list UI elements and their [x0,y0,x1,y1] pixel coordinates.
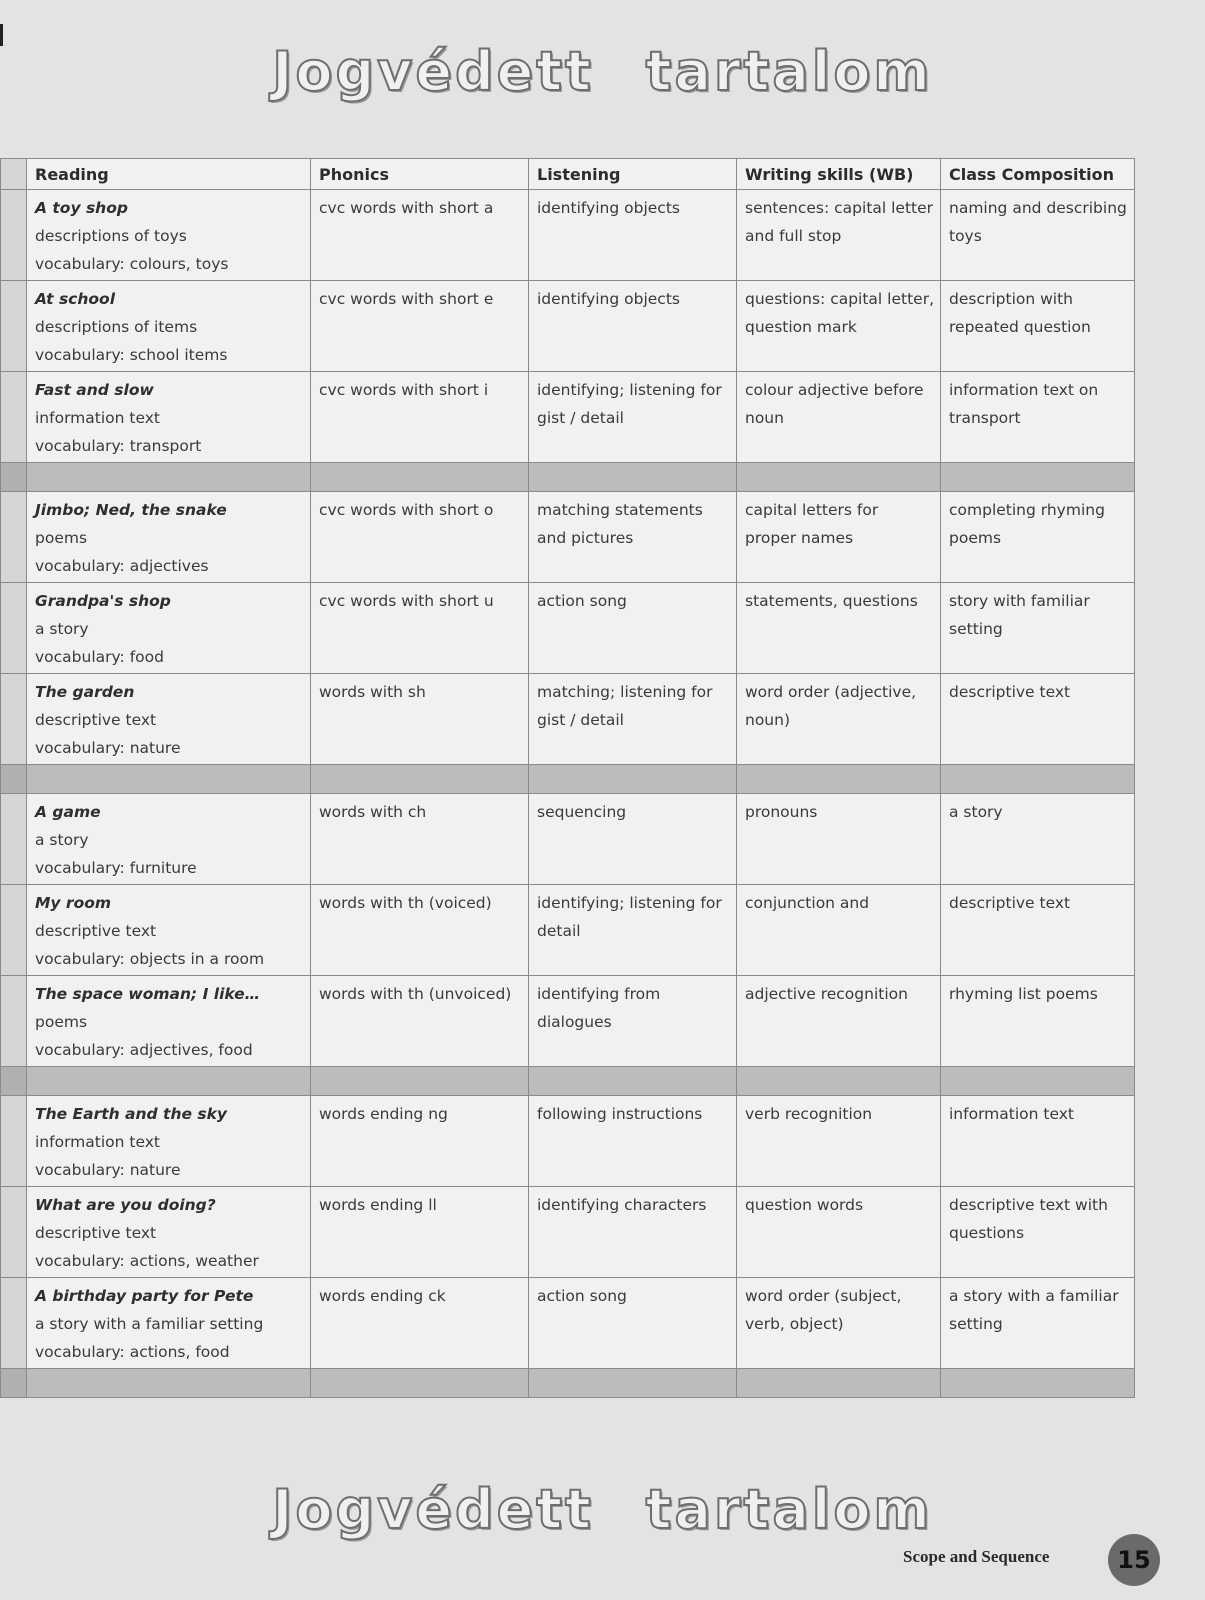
reading-cell [27,885,311,976]
phonics-cell: cvc words with short i [311,372,529,463]
separator-cell [529,765,737,794]
reading-vocabulary: vocabulary: actions, weather [35,1252,259,1270]
class-composition-cell: rhyming list poems [941,976,1135,1067]
table-row [1,281,1135,372]
class-composition-cell: story with familiar setting [941,583,1135,674]
listening-cell: identifying from dialogues [529,976,737,1067]
separator-cell [737,1067,941,1096]
reading-title: A toy shop [35,199,128,217]
table-row [1,1187,1135,1278]
table-row [1,674,1135,765]
listening-cell: identifying objects [529,190,737,281]
listening-cell: sequencing [529,794,737,885]
phonics-cell: cvc words with short e [311,281,529,372]
listening-cell: identifying characters [529,1187,737,1278]
reading-text-type: information text [35,409,160,427]
reading-title: The Earth and the sky [35,1105,228,1123]
writing-skills-cell: statements, questions [737,583,941,674]
separator-cell [941,1067,1135,1096]
separator-cell [27,1067,311,1096]
row-stub [1,674,27,765]
reading-vocabulary: vocabulary: transport [35,437,202,455]
separator-cell [737,1369,941,1398]
separator-cell [529,1067,737,1096]
separator-cell [1,463,27,492]
phonics-cell: words ending ll [311,1187,529,1278]
page-number: 15 [1108,1534,1160,1586]
watermark-top: Jogvédett tartalom [272,40,933,103]
header-writing-skills: Writing skills (WB) [737,159,941,190]
table-row [1,492,1135,583]
reading-text-type: descriptive text [35,1224,157,1242]
listening-cell: matching statements and pictures [529,492,737,583]
writing-skills-cell: word order (subject, verb, object) [737,1278,941,1369]
table-row [1,1278,1135,1369]
row-stub [1,583,27,674]
table-row [1,794,1135,885]
phonics-cell: cvc words with short u [311,583,529,674]
row-stub [1,1187,27,1278]
header-reading: Reading [27,159,311,190]
reading-text-type: poems [35,1013,88,1031]
reading-vocabulary: vocabulary: colours, toys [35,255,229,273]
reading-title: A game [35,803,101,821]
separator-cell [1,765,27,794]
reading-text-type: descriptions of toys [35,227,187,245]
separator-cell [941,765,1135,794]
reading-text-type: descriptive text [35,711,157,729]
reading-text-type: descriptive text [35,922,157,940]
class-composition-cell: descriptive text with questions [941,1187,1135,1278]
reading-title: Jimbo; Ned, the snake [35,501,227,519]
reading-text-type: a story [35,620,89,638]
reading-title: What are you doing? [35,1196,216,1214]
writing-skills-cell: adjective recognition [737,976,941,1067]
row-stub [1,885,27,976]
writing-skills-cell: colour adjective before noun [737,372,941,463]
header-phonics: Phonics [311,159,529,190]
reading-vocabulary: vocabulary: school items [35,346,228,364]
header-class-composition: Class Composition [941,159,1135,190]
reading-vocabulary: vocabulary: furniture [35,859,197,877]
separator-cell [311,1067,529,1096]
class-composition-cell: naming and describing toys [941,190,1135,281]
row-stub [1,281,27,372]
separator-cell [737,463,941,492]
phonics-cell: cvc words with short o [311,492,529,583]
separator-cell [529,1369,737,1398]
table-row [1,372,1135,463]
reading-cell [27,976,311,1067]
listening-cell: identifying; listening for detail [529,885,737,976]
writing-skills-cell: verb recognition [737,1096,941,1187]
reading-cell [27,190,311,281]
phonics-cell: words ending ck [311,1278,529,1369]
table-body [1,190,1135,1398]
unit-separator-row [1,1067,1135,1096]
separator-cell [27,765,311,794]
writing-skills-cell: conjunction and [737,885,941,976]
reading-title: Grandpa's shop [35,592,171,610]
row-stub [1,1096,27,1187]
reading-title: Fast and slow [35,381,154,399]
listening-cell: following instructions [529,1096,737,1187]
row-stub [1,1278,27,1369]
row-stub [1,794,27,885]
writing-skills-cell: sentences: capital letter and full stop [737,190,941,281]
listening-cell: identifying; listening for gist / detail [529,372,737,463]
writing-skills-cell: capital letters for proper names [737,492,941,583]
table-row [1,976,1135,1067]
separator-cell [311,463,529,492]
reading-text-type: a story with a familiar setting [35,1315,264,1333]
reading-text-type: descriptions of items [35,318,198,336]
reading-cell [27,1187,311,1278]
writing-skills-cell: question words [737,1187,941,1278]
reading-text-type: a story [35,831,89,849]
table-header-row [1,159,1135,190]
reading-cell [27,674,311,765]
separator-cell [941,1369,1135,1398]
row-stub [1,976,27,1067]
phonics-cell: words with th (unvoiced) [311,976,529,1067]
class-composition-cell: a story [941,794,1135,885]
class-composition-cell: description with repeated question [941,281,1135,372]
reading-text-type: poems [35,529,88,547]
reading-text-type: information text [35,1133,160,1151]
phonics-cell: words ending ng [311,1096,529,1187]
reading-cell [27,1096,311,1187]
reading-cell [27,281,311,372]
table-row [1,190,1135,281]
unit-separator-row [1,463,1135,492]
phonics-cell: words with th (voiced) [311,885,529,976]
reading-title: A birthday party for Pete [35,1287,254,1305]
reading-cell [27,492,311,583]
listening-cell: matching; listening for gist / detail [529,674,737,765]
separator-cell [529,463,737,492]
phonics-cell: words with ch [311,794,529,885]
separator-cell [27,463,311,492]
class-composition-cell: a story with a familiar setting [941,1278,1135,1369]
writing-skills-cell: pronouns [737,794,941,885]
reading-vocabulary: vocabulary: adjectives [35,557,209,575]
separator-cell [1,1369,27,1398]
scope-and-sequence-table [0,158,1135,1398]
reading-title: The garden [35,683,135,701]
reading-vocabulary: vocabulary: adjectives, food [35,1041,253,1059]
listening-cell: action song [529,1278,737,1369]
writing-skills-cell: word order (adjective, noun) [737,674,941,765]
phonics-cell: cvc words with short a [311,190,529,281]
unit-separator-row [1,1369,1135,1398]
listening-cell: identifying objects [529,281,737,372]
table-row [1,885,1135,976]
separator-cell [27,1369,311,1398]
row-stub [1,372,27,463]
separator-cell [1,1067,27,1096]
reading-vocabulary: vocabulary: nature [35,739,181,757]
header-listening: Listening [529,159,737,190]
class-composition-cell: information text [941,1096,1135,1187]
separator-cell [311,765,529,794]
listening-cell: action song [529,583,737,674]
reading-cell [27,583,311,674]
separator-cell [737,765,941,794]
row-stub [1,190,27,281]
reading-cell [27,794,311,885]
reading-title: My room [35,894,112,912]
writing-skills-cell: questions: capital letter, question mark [737,281,941,372]
reading-vocabulary: vocabulary: food [35,648,164,666]
header-stub [1,159,27,190]
class-composition-cell: information text on transport [941,372,1135,463]
reading-vocabulary: vocabulary: actions, food [35,1343,230,1361]
footer-section-label: Scope and Sequence [903,1547,1050,1566]
reading-title: The space woman; I like… [35,985,261,1003]
class-composition-cell: descriptive text [941,674,1135,765]
row-stub [1,492,27,583]
phonics-cell: words with sh [311,674,529,765]
table-row [1,583,1135,674]
class-composition-cell: completing rhyming poems [941,492,1135,583]
class-composition-cell: descriptive text [941,885,1135,976]
reading-vocabulary: vocabulary: nature [35,1161,181,1179]
reading-title: At school [35,290,116,308]
reading-cell [27,1278,311,1369]
separator-cell [311,1369,529,1398]
reading-cell [27,372,311,463]
unit-separator-row [1,765,1135,794]
table-row [1,1096,1135,1187]
separator-cell [941,463,1135,492]
watermark-bottom: Jogvédett tartalom [272,1478,933,1541]
reading-vocabulary: vocabulary: objects in a room [35,950,265,968]
